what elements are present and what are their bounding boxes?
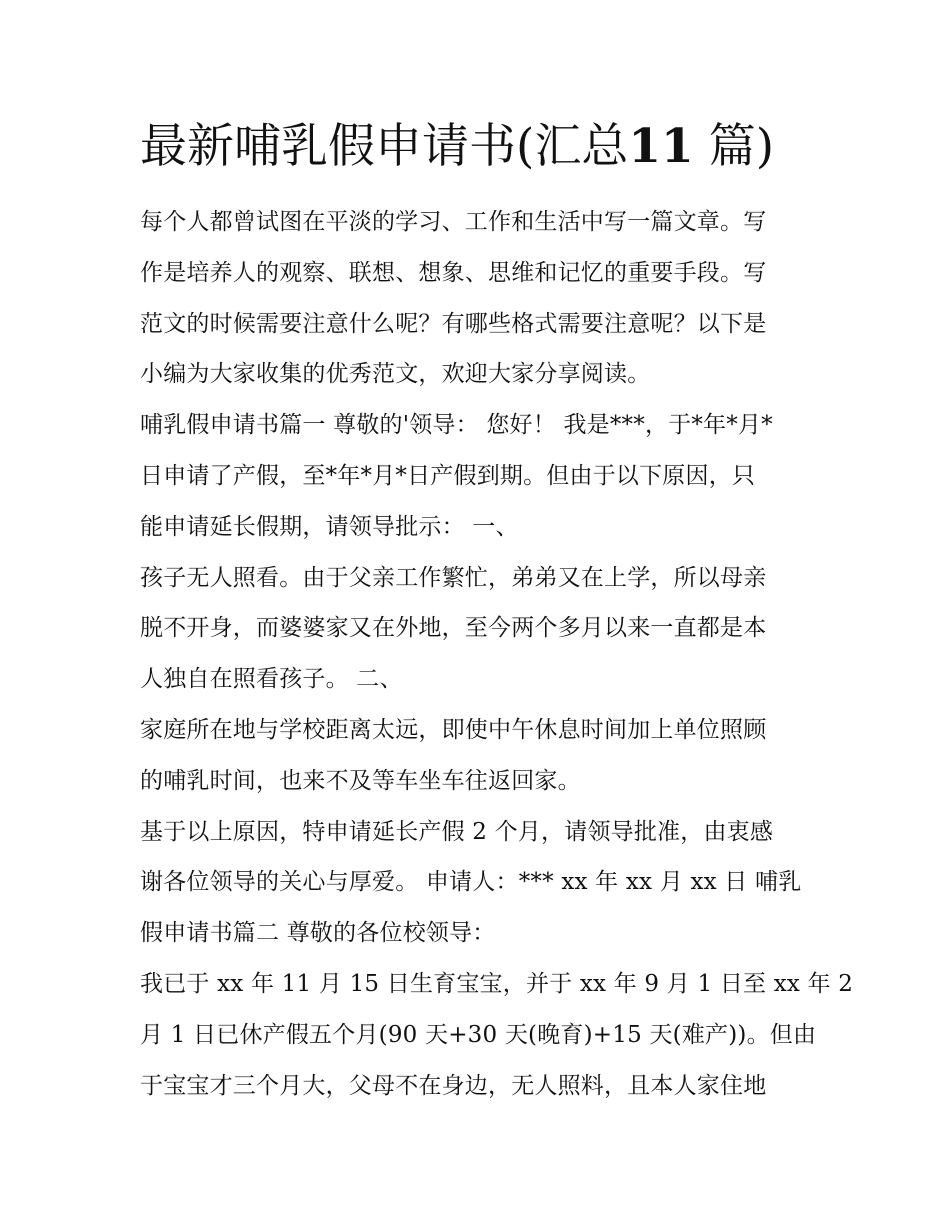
body-line: 假申请书篇二 尊敬的各位校领导： [140, 920, 496, 947]
body-line: 脱不开身，而婆婆家又在外地，至今两个多月以来一直都是本 [140, 615, 767, 642]
body-line: 月 1 日已休产假五个月(90 天+30 天(晚育)+15 天(难产))。但由 [140, 1021, 817, 1048]
body-line: 家庭所在地与学校距离太远，即使中午休息时间加上单位照顾 [140, 716, 767, 743]
body-line: 哺乳假申请书篇一 尊敬的'领导： 您好！ 我是***，于*年*月* [140, 412, 773, 439]
document-body [140, 197, 854, 1111]
body-line: 小编为大家收集的优秀范文，欢迎大家分享阅读。 [140, 361, 651, 388]
body-line: 于宝宝才三个月大，父母不在身边，无人照料，且本人家住地 [140, 1072, 767, 1099]
body-line: 每个人都曾试图在平淡的学习、工作和生活中写一篇文章。写 [140, 209, 767, 235]
body-line: 谢各位领导的关心与厚爱。 申请人：*** xx 年 xx 月 xx 日 哺乳 [140, 869, 802, 896]
body-line: 日申请了产假，至*年*月*日产假到期。但由于以下原因，只 [140, 462, 756, 489]
body-line: 能申请延长假期，请领导批示： 一、 [140, 513, 519, 540]
document-title [140, 112, 860, 182]
body-line: 范文的时候需要注意什么呢？有哪些格式需要注意呢？以下是 [140, 310, 767, 337]
title-prefix: 最新哺乳假申请书(汇总 [140, 119, 629, 174]
body-line: 孩子无人照看。由于父亲工作繁忙，弟弟又在上学，所以母亲 [140, 564, 767, 591]
body-line: 人独自在照看孩子。 二、 [140, 666, 403, 693]
body-line: 基于以上原因，特申请延长产假 2 个月，请领导批准，由衷感 [140, 818, 774, 845]
body-line: 我已于 xx 年 11 月 15 日生育宝宝，并于 xx 年 9 月 1 日至 xx 年 2 [140, 970, 854, 997]
title-suffix: 篇) [708, 119, 775, 174]
title-number: 11 [628, 119, 694, 174]
body-line: 的哺乳时间，也来不及等车坐车往返回家。 [140, 767, 581, 794]
body-line: 作是培养人的观察、联想、想象、思维和记忆的重要手段。写 [140, 259, 767, 286]
